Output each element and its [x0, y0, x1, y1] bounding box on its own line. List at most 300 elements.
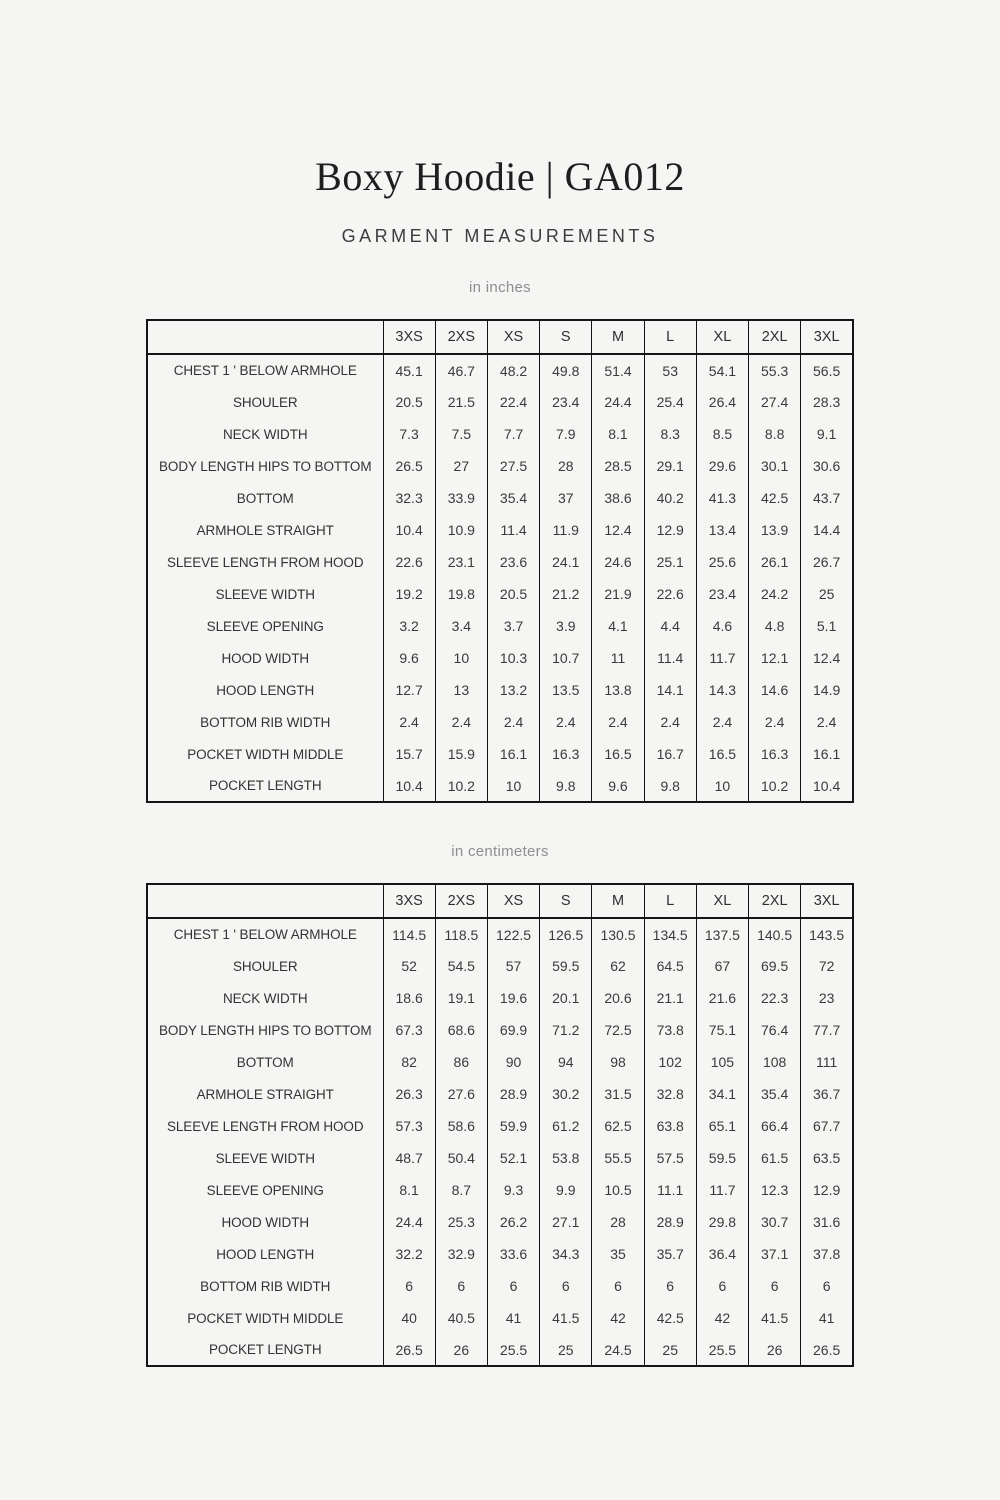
row-label: BODY LENGTH HIPS TO BOTTOM — [159, 458, 372, 474]
measurement-row — [147, 1334, 853, 1366]
measurement-cell: 126.5 — [540, 918, 592, 950]
measurement-cell: 10 — [696, 770, 748, 802]
measurement-cell: 10.5 — [592, 1174, 644, 1206]
measurement-cell: 63.8 — [644, 1110, 696, 1142]
measurement-cell: 7.3 — [383, 418, 435, 450]
measurement-cell: 52.1 — [487, 1142, 539, 1174]
measurement-cell: 38.6 — [592, 482, 644, 514]
measurement-cell: 86 — [435, 1046, 487, 1078]
measurement-cell: 20.5 — [487, 578, 539, 610]
measurement-row — [147, 1206, 853, 1238]
measurement-cell: 16.3 — [749, 738, 801, 770]
measurement-cell: 7.7 — [487, 418, 539, 450]
measurement-cell: 7.9 — [540, 418, 592, 450]
row-label: SLEEVE WIDTH — [215, 586, 315, 602]
measurement-cell: 27.4 — [749, 386, 801, 418]
measurement-cell: 35.4 — [749, 1078, 801, 1110]
measurement-cell: 4.4 — [644, 610, 696, 642]
measurement-cell: 12.4 — [801, 642, 853, 674]
size-column-header: M — [592, 884, 644, 918]
measurement-cell: 48.2 — [487, 354, 539, 386]
row-label: CHEST 1 ' BELOW ARMHOLE — [173, 363, 357, 378]
size-column-header: 2XL — [749, 320, 801, 354]
measurement-cell: 41 — [487, 1302, 539, 1334]
measurement-cell: 2.4 — [435, 706, 487, 738]
measurement-cell: 26.1 — [749, 546, 801, 578]
measurement-row — [147, 1302, 853, 1334]
measurement-cell: 23 — [801, 982, 853, 1014]
measurement-cell: 9.6 — [383, 642, 435, 674]
measurement-cell: 34.1 — [696, 1078, 748, 1110]
measurement-cell: 26.4 — [696, 386, 748, 418]
measurement-cell: 54.1 — [696, 354, 748, 386]
measurement-cell: 13.5 — [540, 674, 592, 706]
row-label: HOOD LENGTH — [216, 682, 315, 698]
measurement-cell: 19.6 — [487, 982, 539, 1014]
size-column-header: 3XS — [383, 884, 435, 918]
measurement-cell: 72.5 — [592, 1014, 644, 1046]
measurement-cell: 6 — [383, 1270, 435, 1302]
row-label: HOOD WIDTH — [221, 1214, 309, 1230]
size-header-row — [147, 320, 853, 354]
size-column-header: XL — [696, 884, 748, 918]
measurement-cell: 28.9 — [644, 1206, 696, 1238]
measurement-cell: 122.5 — [487, 918, 539, 950]
measurement-row — [147, 674, 853, 706]
measurement-cell: 61.5 — [749, 1142, 801, 1174]
size-column-header: S — [540, 320, 592, 354]
measurement-cell: 4.6 — [696, 610, 748, 642]
measurement-cell: 9.9 — [540, 1174, 592, 1206]
measurement-cell: 12.4 — [592, 514, 644, 546]
measurement-cell: 75.1 — [696, 1014, 748, 1046]
measurement-cell: 37 — [540, 482, 592, 514]
measurement-cell: 2.4 — [487, 706, 539, 738]
measurement-cell: 11 — [592, 642, 644, 674]
measurement-cell: 2.4 — [801, 706, 853, 738]
measurement-cell: 6 — [644, 1270, 696, 1302]
measurement-cell: 14.6 — [749, 674, 801, 706]
measurement-cell: 10.7 — [540, 642, 592, 674]
measurement-cell: 59.5 — [696, 1142, 748, 1174]
measurement-row — [147, 950, 853, 982]
measurement-row — [147, 386, 853, 418]
measurement-cell: 82 — [383, 1046, 435, 1078]
measurement-cell: 130.5 — [592, 918, 644, 950]
measurement-cell: 33.9 — [435, 482, 487, 514]
measurement-cell: 14.4 — [801, 514, 853, 546]
page-title: Boxy Hoodie | GA012 — [315, 154, 685, 199]
measurement-cell: 25 — [540, 1334, 592, 1366]
measurement-cell: 59.9 — [487, 1110, 539, 1142]
measurement-cell: 2.4 — [696, 706, 748, 738]
measurement-cell: 8.1 — [592, 418, 644, 450]
measurement-cell: 22.6 — [383, 546, 435, 578]
measurement-cell: 30.6 — [801, 450, 853, 482]
measurement-cell: 45.1 — [383, 354, 435, 386]
measurement-cell: 19.1 — [435, 982, 487, 1014]
measurement-table-centimeters — [146, 883, 854, 1367]
measurement-cell: 2.4 — [749, 706, 801, 738]
measurement-cell: 23.6 — [487, 546, 539, 578]
size-column-header: XS — [487, 320, 539, 354]
measurement-cell: 58.6 — [435, 1110, 487, 1142]
measurement-cell: 46.7 — [435, 354, 487, 386]
measurement-cell: 42 — [696, 1302, 748, 1334]
measurement-cell: 25.3 — [435, 1206, 487, 1238]
measurement-row — [147, 642, 853, 674]
measurement-cell: 11.4 — [487, 514, 539, 546]
measurement-cell: 12.9 — [644, 514, 696, 546]
measurement-cell: 25.4 — [644, 386, 696, 418]
measurement-cell: 62.5 — [592, 1110, 644, 1142]
measurement-cell: 10.2 — [435, 770, 487, 802]
measurement-cell: 143.5 — [801, 918, 853, 950]
measurement-cell: 24.4 — [383, 1206, 435, 1238]
measurement-cell: 27.1 — [540, 1206, 592, 1238]
measurement-cell: 26 — [749, 1334, 801, 1366]
measurement-cell: 16.7 — [644, 738, 696, 770]
measurement-cell: 66.4 — [749, 1110, 801, 1142]
measurement-cell: 3.7 — [487, 610, 539, 642]
measurement-cell: 25.5 — [696, 1334, 748, 1366]
measurement-cell: 57.3 — [383, 1110, 435, 1142]
row-label: HOOD LENGTH — [216, 1246, 315, 1262]
measurement-cell: 57 — [487, 950, 539, 982]
measurement-row — [147, 1046, 853, 1078]
measurement-cell: 21.5 — [435, 386, 487, 418]
measurement-cell: 25.1 — [644, 546, 696, 578]
measurement-cell: 9.8 — [644, 770, 696, 802]
measurement-cell: 69.5 — [749, 950, 801, 982]
measurement-cell: 29.1 — [644, 450, 696, 482]
row-label: HOOD WIDTH — [221, 650, 309, 666]
measurement-cell: 56.5 — [801, 354, 853, 386]
measurement-cell: 6 — [801, 1270, 853, 1302]
measurement-cell: 28 — [540, 450, 592, 482]
measurement-row — [147, 418, 853, 450]
row-label: SLEEVE OPENING — [206, 1182, 324, 1198]
measurement-row — [147, 1078, 853, 1110]
measurement-cell: 15.9 — [435, 738, 487, 770]
measurement-cell: 18.6 — [383, 982, 435, 1014]
measurement-cell: 105 — [696, 1046, 748, 1078]
measurement-cell: 51.4 — [592, 354, 644, 386]
size-column-header: L — [644, 884, 696, 918]
measurement-cell: 3.4 — [435, 610, 487, 642]
measurement-cell: 14.1 — [644, 674, 696, 706]
measurement-cell: 55.3 — [749, 354, 801, 386]
size-column-header: XL — [696, 320, 748, 354]
measurement-cell: 13.4 — [696, 514, 748, 546]
size-column-header: 3XL — [801, 320, 853, 354]
measurement-cell: 34.3 — [540, 1238, 592, 1270]
measurement-cell: 4.1 — [592, 610, 644, 642]
measurement-cell: 61.2 — [540, 1110, 592, 1142]
measurement-row — [147, 610, 853, 642]
measurement-cell: 35.4 — [487, 482, 539, 514]
measurement-cell: 54.5 — [435, 950, 487, 982]
measurement-cell: 2.4 — [383, 706, 435, 738]
measurement-cell: 24.6 — [592, 546, 644, 578]
measurement-cell: 10.4 — [801, 770, 853, 802]
measurement-cell: 111 — [801, 1046, 853, 1078]
measurement-cell: 41 — [801, 1302, 853, 1334]
row-label: BOTTOM — [236, 1054, 294, 1070]
measurement-cell: 8.1 — [383, 1174, 435, 1206]
measurement-cell: 41.5 — [749, 1302, 801, 1334]
size-column-header: L — [644, 320, 696, 354]
measurement-cell: 12.7 — [383, 674, 435, 706]
measurement-cell: 4.8 — [749, 610, 801, 642]
measurement-cell: 30.2 — [540, 1078, 592, 1110]
measurement-cell: 32.9 — [435, 1238, 487, 1270]
measurement-cell: 37.1 — [749, 1238, 801, 1270]
measurement-cell: 40.5 — [435, 1302, 487, 1334]
measurement-cell: 27 — [435, 450, 487, 482]
measurement-cell: 10.9 — [435, 514, 487, 546]
row-label: POCKET LENGTH — [209, 778, 322, 793]
measurement-cell: 21.9 — [592, 578, 644, 610]
measurement-cell: 23.4 — [540, 386, 592, 418]
measurement-cell: 32.2 — [383, 1238, 435, 1270]
measurement-cell: 137.5 — [696, 918, 748, 950]
measurement-cell: 108 — [749, 1046, 801, 1078]
measurement-cell: 32.3 — [383, 482, 435, 514]
measurement-cell: 26.5 — [383, 1334, 435, 1366]
measurement-cell: 118.5 — [435, 918, 487, 950]
measurement-cell: 24.4 — [592, 386, 644, 418]
measurement-cell: 28.3 — [801, 386, 853, 418]
measurement-cell: 5.1 — [801, 610, 853, 642]
measurement-cell: 13.2 — [487, 674, 539, 706]
measurement-cell: 27.5 — [487, 450, 539, 482]
measurement-cell: 23.1 — [435, 546, 487, 578]
row-label: SLEEVE LENGTH FROM HOOD — [167, 554, 364, 570]
measurement-cell: 8.3 — [644, 418, 696, 450]
measurement-cell: 48.7 — [383, 1142, 435, 1174]
measurement-cell: 49.8 — [540, 354, 592, 386]
measurement-cell: 67 — [696, 950, 748, 982]
size-header-row — [147, 884, 853, 918]
measurement-cell: 67.7 — [801, 1110, 853, 1142]
measurement-cell: 69.9 — [487, 1014, 539, 1046]
measurement-cell: 25.6 — [696, 546, 748, 578]
measurement-row — [147, 1014, 853, 1046]
measurement-cell: 20.6 — [592, 982, 644, 1014]
measurement-row — [147, 770, 853, 802]
measurement-row — [147, 1238, 853, 1270]
row-label: POCKET LENGTH — [209, 1342, 322, 1357]
measurement-cell: 20.1 — [540, 982, 592, 1014]
measurement-row — [147, 706, 853, 738]
measurement-row — [147, 982, 853, 1014]
row-label: BOTTOM RIB WIDTH — [200, 1278, 331, 1294]
measurement-cell: 6 — [540, 1270, 592, 1302]
measurement-cell: 28.5 — [592, 450, 644, 482]
measurement-cell: 6 — [696, 1270, 748, 1302]
measurement-cell: 29.8 — [696, 1206, 748, 1238]
measurement-cell: 42.5 — [749, 482, 801, 514]
size-column-header: S — [540, 884, 592, 918]
measurement-cell: 6 — [749, 1270, 801, 1302]
size-column-header: 3XS — [383, 320, 435, 354]
measurement-cell: 94 — [540, 1046, 592, 1078]
size-column-header: 2XS — [435, 320, 487, 354]
measurement-cell: 98 — [592, 1046, 644, 1078]
measurement-cell: 140.5 — [749, 918, 801, 950]
measurement-cell: 35.7 — [644, 1238, 696, 1270]
measurement-row — [147, 1110, 853, 1142]
row-label: POCKET WIDTH MIDDLE — [187, 746, 344, 762]
measurement-cell: 16.5 — [592, 738, 644, 770]
measurement-row — [147, 738, 853, 770]
measurement-cell: 19.2 — [383, 578, 435, 610]
measurement-row — [147, 514, 853, 546]
measurement-cell: 42 — [592, 1302, 644, 1334]
measurement-cell: 9.6 — [592, 770, 644, 802]
measurement-row — [147, 354, 853, 386]
measurement-cell: 10.4 — [383, 514, 435, 546]
measurement-cell: 14.3 — [696, 674, 748, 706]
measurement-cell: 11.1 — [644, 1174, 696, 1206]
measurement-cell: 6 — [592, 1270, 644, 1302]
size-column-header: 2XL — [749, 884, 801, 918]
measurement-cell: 9.1 — [801, 418, 853, 450]
size-column-header: 2XS — [435, 884, 487, 918]
measurement-cell: 16.1 — [801, 738, 853, 770]
measurement-cell: 33.6 — [487, 1238, 539, 1270]
measurement-cell: 55.5 — [592, 1142, 644, 1174]
measurement-cell: 32.8 — [644, 1078, 696, 1110]
row-label: SLEEVE LENGTH FROM HOOD — [167, 1118, 364, 1134]
measurement-row — [147, 918, 853, 950]
measurement-cell: 31.6 — [801, 1206, 853, 1238]
measurement-cell: 24.1 — [540, 546, 592, 578]
measurement-cell: 26.2 — [487, 1206, 539, 1238]
measurement-cell: 7.5 — [435, 418, 487, 450]
row-label: ARMHOLE STRAIGHT — [196, 1086, 334, 1102]
measurement-cell: 40.2 — [644, 482, 696, 514]
measurement-cell: 22.3 — [749, 982, 801, 1014]
measurement-row — [147, 1174, 853, 1206]
measurement-row — [147, 482, 853, 514]
measurement-cell: 11.7 — [696, 642, 748, 674]
measurement-cell: 16.5 — [696, 738, 748, 770]
measurement-cell: 76.4 — [749, 1014, 801, 1046]
measurement-cell: 24.2 — [749, 578, 801, 610]
measurement-row — [147, 1270, 853, 1302]
measurement-cell: 22.4 — [487, 386, 539, 418]
measurement-cell: 62 — [592, 950, 644, 982]
measurement-cell: 11.9 — [540, 514, 592, 546]
measurement-cell: 16.3 — [540, 738, 592, 770]
measurement-cell: 65.1 — [696, 1110, 748, 1142]
measurement-cell: 27.6 — [435, 1078, 487, 1110]
measurement-cell: 28 — [592, 1206, 644, 1238]
measurement-cell: 9.3 — [487, 1174, 539, 1206]
measurement-cell: 21.6 — [696, 982, 748, 1014]
measurement-row — [147, 1142, 853, 1174]
measurement-cell: 57.5 — [644, 1142, 696, 1174]
measurement-cell: 30.7 — [749, 1206, 801, 1238]
measurement-cell: 9.8 — [540, 770, 592, 802]
measurement-cell: 26.7 — [801, 546, 853, 578]
measurement-cell: 29.6 — [696, 450, 748, 482]
measurement-cell: 52 — [383, 950, 435, 982]
size-column-header: XS — [487, 884, 539, 918]
measurement-cell: 90 — [487, 1046, 539, 1078]
measurement-cell: 6 — [435, 1270, 487, 1302]
measurement-cell: 41.3 — [696, 482, 748, 514]
unit-label-inches: in inches — [469, 279, 531, 296]
measurement-cell: 50.4 — [435, 1142, 487, 1174]
measurement-cell: 26.5 — [801, 1334, 853, 1366]
measurement-cell: 28.9 — [487, 1078, 539, 1110]
measurement-cell: 63.5 — [801, 1142, 853, 1174]
measurement-cell: 23.4 — [696, 578, 748, 610]
measurement-cell: 8.7 — [435, 1174, 487, 1206]
measurement-cell: 22.6 — [644, 578, 696, 610]
row-label: POCKET WIDTH MIDDLE — [187, 1310, 344, 1326]
measurement-cell: 10.2 — [749, 770, 801, 802]
measurement-cell: 12.1 — [749, 642, 801, 674]
row-label: CHEST 1 ' BELOW ARMHOLE — [173, 927, 357, 942]
measurement-cell: 12.9 — [801, 1174, 853, 1206]
document-header — [0, 0, 1000, 247]
measurement-cell: 73.8 — [644, 1014, 696, 1046]
row-label: NECK WIDTH — [223, 990, 308, 1006]
measurement-cell: 19.8 — [435, 578, 487, 610]
measurement-cell: 71.2 — [540, 1014, 592, 1046]
measurement-cell: 43.7 — [801, 482, 853, 514]
measurement-cell: 30.1 — [749, 450, 801, 482]
measurement-cell: 114.5 — [383, 918, 435, 950]
row-label: BOTTOM — [236, 490, 294, 506]
measurement-cell: 35 — [592, 1238, 644, 1270]
measurement-cell: 20.5 — [383, 386, 435, 418]
measurement-cell: 14.9 — [801, 674, 853, 706]
row-label: ARMHOLE STRAIGHT — [196, 522, 334, 538]
measurement-cell: 25 — [644, 1334, 696, 1366]
size-column-header: 3XL — [801, 884, 853, 918]
measurement-cell: 2.4 — [644, 706, 696, 738]
measurement-cell: 24.5 — [592, 1334, 644, 1366]
measurement-cell: 8.5 — [696, 418, 748, 450]
measurement-cell: 37.8 — [801, 1238, 853, 1270]
measurement-cell: 42.5 — [644, 1302, 696, 1334]
measurement-cell: 134.5 — [644, 918, 696, 950]
row-label: SLEEVE OPENING — [206, 618, 324, 634]
measurement-cell: 53 — [644, 354, 696, 386]
measurement-cell: 10 — [487, 770, 539, 802]
measurement-cell: 102 — [644, 1046, 696, 1078]
measurement-cell: 26.5 — [383, 450, 435, 482]
corner-cell — [147, 320, 383, 354]
page-subtitle: GARMENT MEASUREMENTS — [341, 226, 659, 246]
row-label: SLEEVE WIDTH — [215, 1150, 315, 1166]
measurement-cell: 12.3 — [749, 1174, 801, 1206]
measurement-cell: 64.5 — [644, 950, 696, 982]
measurement-cell: 36.4 — [696, 1238, 748, 1270]
measurement-cell: 53.8 — [540, 1142, 592, 1174]
measurement-cell: 72 — [801, 950, 853, 982]
measurement-cell: 40 — [383, 1302, 435, 1334]
measurement-table-inches — [146, 319, 854, 803]
measurement-cell: 3.9 — [540, 610, 592, 642]
measurement-cell: 16.1 — [487, 738, 539, 770]
measurement-cell: 36.7 — [801, 1078, 853, 1110]
